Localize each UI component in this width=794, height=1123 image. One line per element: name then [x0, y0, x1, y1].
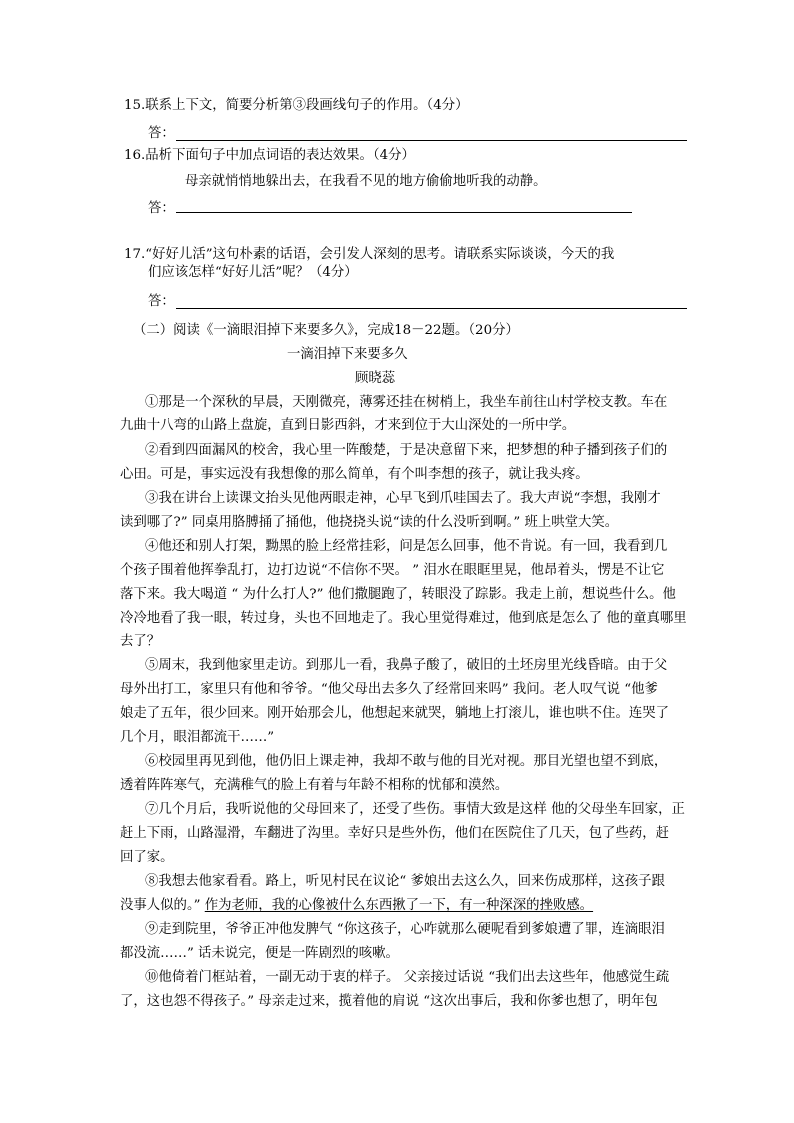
question-16-answer-label: 答： [148, 201, 175, 216]
paragraph-4-line-3: 落下来。我大喝道 “ 为什么打人?” 他们撒腿跑了，转眼没了踪影。我走上前，想说些什么。他 [120, 587, 676, 602]
paragraph-1-line-1: ①那是一个深秋的早晨，天刚微亮，薄雾还挂在树梢上，我坐车前往山村学校支教。车在 [145, 395, 668, 410]
paragraph-5-line-1: ⑤周末，我到他家里走访。到那儿一看，我鼻子酸了，破旧的土坯房里光线昏暗。由于父 [145, 658, 668, 673]
question-17-answer-line[interactable] [176, 308, 687, 309]
question-17-line-1: 17.“好好儿活”这句朴素的话语，会引发人深刻的思考。请联系实际谈谈，今天的我 [124, 247, 615, 262]
question-17-line-2: 们应该怎样“好好儿活”呢？（4分） [148, 265, 358, 280]
paragraph-5-line-4: 几个月，眼泪都流干……” [120, 730, 275, 745]
paragraph-10-line-2: 了，这也怨不得孩子。” 母亲走过来，揽着他的肩说 “这次出事后，我和你爹也想了，明年包 [120, 994, 658, 1009]
question-16-answer-line[interactable] [176, 212, 632, 213]
paragraph-3-line-1: ③我在讲台上读课文抬头见他两眼走神，心早飞到爪哇国去了。我大声说“李想，我刚才 [145, 491, 661, 506]
paragraph-10-line-1: ⑩他倚着门框站着，一副无动于衷的样子。 父亲接过话说 “我们出去这些年，他感觉生疏 [145, 970, 670, 985]
paragraph-4-line-2: 个孩子围着他挥拳乱打，边打边说“不信你不哭。 ” 泪水在眼眶里晃，他昂着头，愣是不让它 [120, 563, 665, 578]
paragraph-8-line-1: ⑧我想去他家看看。路上，听见村民在议论“ 爹娘出去这么久，回来伤成那样，这孩子跟 [145, 874, 665, 889]
article-title: 一滴泪掉下来要多久 [287, 347, 408, 362]
paragraph-7-line-2: 赶上下雨，山路湿滑，车翻进了沟里。幸好只是些外伤，他们在医院住了几天，包了些药，赶 [120, 826, 670, 841]
paragraph-3-line-2: 读到哪了?” 同桌用胳膊捅了捅他，他挠挠头说“读的什么没听到啊。” 班上哄堂大笑。 [120, 515, 619, 530]
question-16-text: 16.品析下面句子中加点词语的表达效果。（4分） [124, 148, 415, 163]
paragraph-1-line-2: 九曲十八弯的山路上盘旋，直到日影西斜，才来到位于大山深处的一所中学。 [120, 418, 576, 433]
paragraph-7-line-3: 回了家。 [120, 850, 174, 865]
paragraph-6-line-1: ⑥校园里再见到他，他仍旧上课走神，我却不敢与他的目光对视。那目光望也望不到底， [145, 754, 668, 769]
paragraph-5-line-2: 母外出打工，家里只有他和爷爷。“他父母出去多久了经常回来吗” 我问。老人叹气说 “他爹 [120, 682, 658, 697]
paragraph-8-line-2-plain: 没事人似的。” [120, 898, 205, 913]
paragraph-5-line-3: 娘走了五年，很少回来。刚开始那会儿，他想起来就哭，躺地上打滚儿，谁也哄不住。连哭了 [120, 706, 670, 721]
paragraph-4-line-4: 冷冷地看了我一眼，转过身，头也不回地走了。我心里觉得难过，他到底是怎么了 他的童真哪里 [120, 611, 687, 626]
paragraph-2-line-2: 心田。可是，事实远没有我想像的那么简单，有个叫李想的孩子，就让我头疼。 [120, 467, 589, 482]
paragraph-6-line-2: 透着阵阵寒气，充满稚气的脸上有着与年龄不相称的忧郁和漠然。 [120, 778, 509, 793]
question-15-answer-label: 答： [148, 126, 175, 141]
underlined-sentence: 作为老师，我的心像被什么东西揪了一下，有一种深深的挫败感。 [204, 898, 594, 913]
question-16-quote: 母亲就悄悄地躲出去，在我看不见的地方偷偷地听我的动静。 [185, 174, 547, 189]
paragraph-7-line-1: ⑦几个月后，我听说他的父母回来了，还受了些伤。事情大致是这样 他的父母坐车回家，正 [145, 802, 685, 817]
paragraph-4-line-5: 去了？ [120, 634, 161, 649]
paragraph-9-line-2: 都没流……” 话未说完，便是一阵剧烈的咳嗽。 [120, 946, 399, 961]
paragraph-8-line-2 [120, 896, 593, 916]
paragraph-9-line-1: ⑨走到院里，爷爷正冲他发脾气 “你这孩子，心咋就那么硬呢看到爹娘遭了罪，连滴眼泪 [145, 922, 665, 937]
section-2-heading: （二）阅读《一滴眼泪掉下来要多久》，完成18－22题。（20分） [133, 323, 519, 338]
article-author: 顾晓蕊 [355, 371, 396, 386]
paragraph-2-line-1: ②看到四面漏风的校舍，我心里一阵酸楚，于是决意留下来，把梦想的种子播到孩子们的 [145, 443, 668, 458]
question-15-answer-line[interactable] [176, 140, 687, 141]
question-15-text: 15.联系上下文，简要分析第③段画线句子的作用。（4分） [124, 98, 469, 113]
question-17-answer-label: 答： [148, 294, 175, 309]
paragraph-4-line-1: ④他还和别人打架，黝黑的脸上经常挂彩，问是怎么回事，他不肯说。有一回，我看到几 [145, 539, 668, 554]
